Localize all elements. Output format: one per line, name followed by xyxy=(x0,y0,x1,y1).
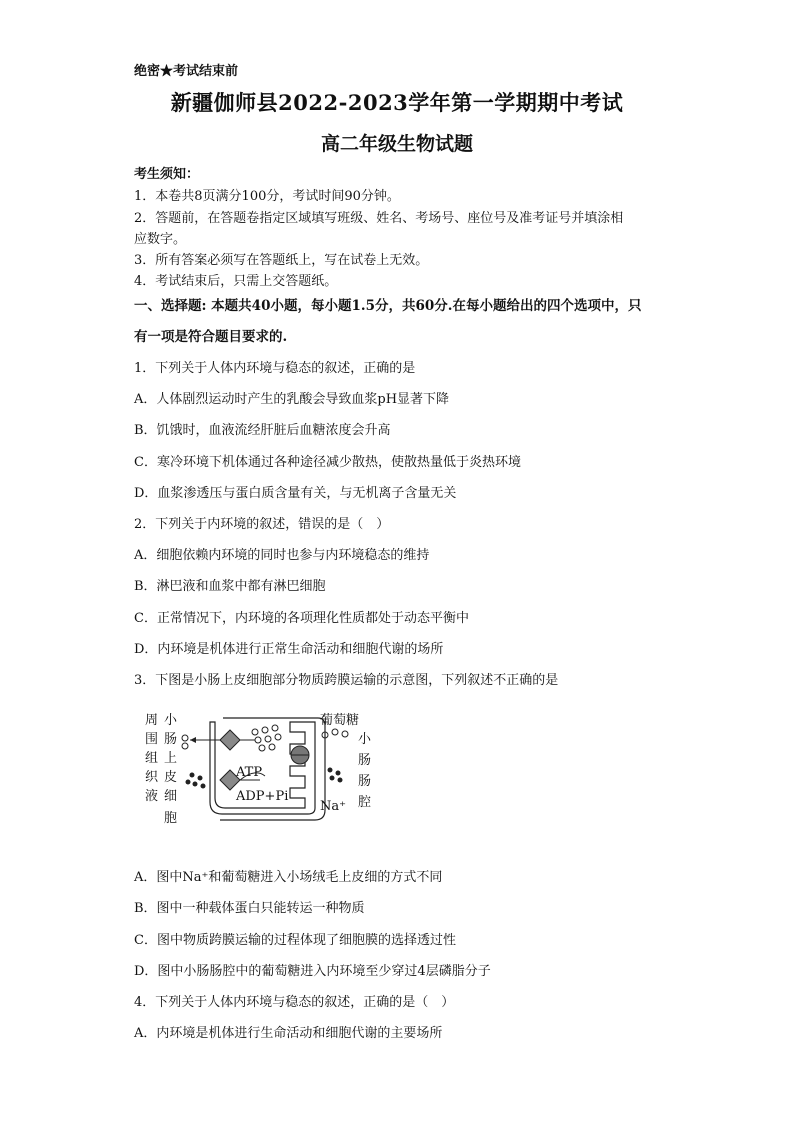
question-option: B．饥饿时，血液流经肝脏后血糖浓度会升高 xyxy=(134,423,391,438)
question-option: A．细胞依赖内环境的同时也参与内环境稳态的维持 xyxy=(134,548,430,563)
diagram-label: 细 xyxy=(164,789,178,804)
exam-title: 新疆伽师县2022-2023学年第一学期期中考试 xyxy=(170,90,624,115)
diagram-label: 肠 xyxy=(358,774,372,789)
glucose-molecules xyxy=(182,725,348,751)
diagram-label: 围 xyxy=(145,732,159,747)
notice-item: 2．答题前，在答题卷指定区域填写班级、姓名、考场号、座位号及准考证号并填涂相 xyxy=(134,211,624,226)
section-instructions: 一、选择题: 本题共40小题，每小题1.5分，共60分.在每小题给出的四个选项中，只 xyxy=(134,298,642,314)
diagram-label: 织 xyxy=(145,770,159,785)
question-stem: 2．下列关于内环境的叙述，错误的是（ ） xyxy=(134,517,390,532)
diagram-label: 胞 xyxy=(164,811,178,826)
diagram-label: 上 xyxy=(164,751,178,766)
glucose-label: 葡萄糖 xyxy=(320,713,360,728)
notice-item: 3．所有答案必须写在答题纸上，写在试卷上无效。 xyxy=(134,253,429,268)
sodium-ions xyxy=(186,768,343,789)
diagram-label: 小 xyxy=(358,732,372,747)
diagram-label: 皮 xyxy=(164,770,178,785)
diagram-label: 液 xyxy=(145,789,159,804)
question-option: A．内环境是机体进行生命活动和细胞代谢的主要场所 xyxy=(134,1026,443,1041)
carrier-protein-icon xyxy=(220,730,240,750)
question-stem: 1．下列关于人体内环境与稳态的叙述，正确的是 xyxy=(134,361,416,376)
notice-heading: 考生须知： xyxy=(134,167,200,182)
section-instructions: 有一项是符合题目要求的. xyxy=(134,329,288,345)
diagram-label: 周 xyxy=(145,713,159,728)
transport-diagram xyxy=(140,710,380,830)
question-option: C．正常情况下，内环境的各项理化性质都处于动态平衡中 xyxy=(134,611,469,626)
notice-item: 应数字。 xyxy=(134,232,187,247)
exam-subtitle: 高二年级生物试题 xyxy=(320,133,473,155)
question-stem: 3．下图是小肠上皮细胞部分物质跨膜运输的示意图，下列叙述不正确的是 xyxy=(134,673,559,688)
diagram-label: 肠 xyxy=(358,753,372,768)
question-option: C．图中物质跨膜运输的过程体现了细胞膜的选择透过性 xyxy=(134,933,456,948)
diagram-label: 肠 xyxy=(164,732,178,747)
question-option: A．人体剧烈运动时产生的乳酸会导致血浆pH显著下降 xyxy=(134,392,450,407)
question-option: A．图中Na⁺和葡萄糖进入小场绒毛上皮细的方式不同 xyxy=(134,870,443,885)
notice-item: 4．考试结束后，只需上交答题纸。 xyxy=(134,274,338,289)
question-option: C．寒冷环境下机体通过各种途径减少散热，使散热量低于炎热环境 xyxy=(134,455,521,470)
question-option: D．血浆渗透压与蛋白质含量有关，与无机离子含量无关 xyxy=(134,486,457,501)
question-stem: 4．下列关于人体内环境与稳态的叙述，正确的是（ ） xyxy=(134,995,455,1010)
question-option: D．内环境是机体进行正常生命活动和细胞代谢的场所 xyxy=(134,642,444,657)
question-option: D．图中小肠肠腔中的葡萄糖进入内环境至少穿过4层磷脂分子 xyxy=(134,964,491,979)
question-option: B．图中一种载体蛋白只能转运一种物质 xyxy=(134,901,365,916)
question-option: B．淋巴液和血浆中都有淋巴细胞 xyxy=(134,579,326,594)
adp-label: ADP+Pi xyxy=(236,789,289,804)
diagram-label: 小 xyxy=(164,713,178,728)
atp-label: ATP xyxy=(236,765,263,780)
sodium-label: Na⁺ xyxy=(320,799,346,814)
notice-item: 1．本卷共8页满分100分，考试时间90分钟。 xyxy=(134,189,400,204)
diagram-label: 组 xyxy=(145,751,159,766)
confidential-mark: 绝密★考试结束前 xyxy=(134,64,239,79)
diagram-label: 腔 xyxy=(358,795,372,810)
